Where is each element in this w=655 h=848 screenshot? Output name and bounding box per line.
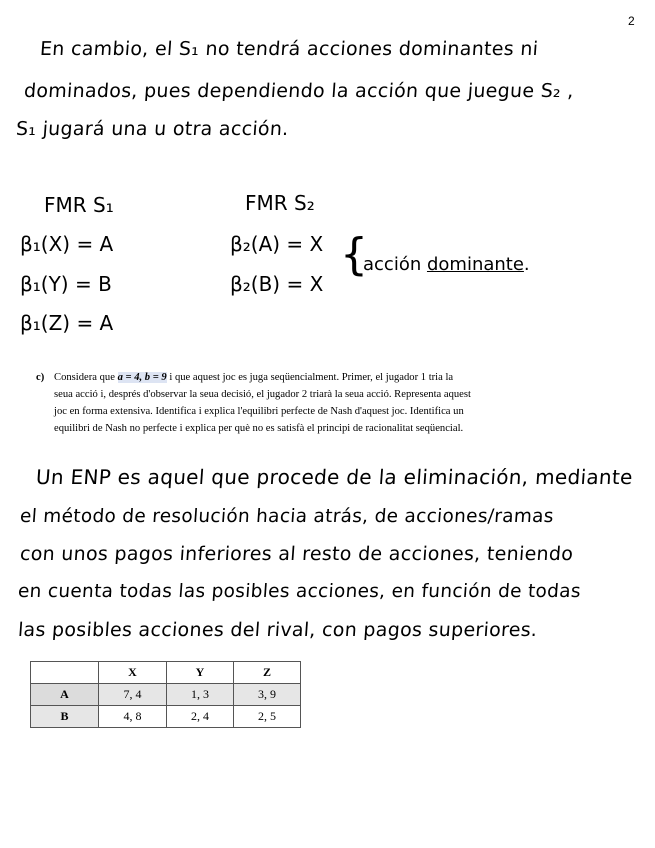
table-row xyxy=(31,706,301,728)
note-suffix: . xyxy=(523,254,530,275)
question-text: i que aquest joc es juga seqüencialment. Primer, el jugador 1 tria la xyxy=(166,372,454,383)
table-cell: 4, 8 xyxy=(99,706,167,728)
fmr-s1-line: β₁(X) = A xyxy=(20,232,114,256)
table-cell: 7, 4 xyxy=(99,684,167,706)
question-text: Considera que xyxy=(54,372,118,383)
table-row xyxy=(31,684,301,706)
fmr-s2-line: β₂(A) = X xyxy=(230,232,324,256)
question-line xyxy=(36,369,526,386)
fmr-s1-line: β₁(Z) = A xyxy=(20,311,114,335)
handwritten-line: dominados, pues dependiendo la acción que juegue S₂ , xyxy=(23,80,575,102)
question-block xyxy=(36,369,526,437)
question-line: equilibri de Nash no perfecte i explica per què no es satisfà el principi de racionalitat seqüencial. xyxy=(54,423,464,434)
handwritten-line: en cuenta todas las posibles acciones, en función de todas xyxy=(17,581,582,602)
handwritten-line: las posibles acciones del rival, con pagos superiores. xyxy=(17,619,539,641)
question-highlight: a = 4, b = 9 xyxy=(117,372,167,383)
page-number: 2 xyxy=(628,14,635,28)
table-header: Z xyxy=(234,662,301,684)
fmr-s2-title: FMR S₂ xyxy=(245,191,315,215)
table-cell: 3, 9 xyxy=(234,684,301,706)
fmr-s1-title: FMR S₁ xyxy=(44,193,114,217)
dominant-action-note xyxy=(363,254,530,275)
fmr-s1-line: β₁(Y) = B xyxy=(20,272,112,296)
table-cell: 2, 5 xyxy=(234,706,301,728)
handwritten-line: S₁ jugará una u otra acción. xyxy=(15,118,290,140)
handwritten-line: En cambio, el S₁ no tendrá acciones dominantes ni xyxy=(39,38,540,60)
curly-brace: { xyxy=(340,229,368,280)
handwritten-line: el método de resolución hacia atrás, de acciones/ramas xyxy=(19,506,555,527)
table-cell: 2, 4 xyxy=(167,706,234,728)
table-header: X xyxy=(99,662,167,684)
row-header: B xyxy=(31,706,99,728)
payoff-table xyxy=(30,661,301,728)
row-header: A xyxy=(31,684,99,706)
note-prefix: acción xyxy=(363,254,427,275)
table-cell: 1, 3 xyxy=(167,684,234,706)
table-header-corner xyxy=(31,662,99,684)
fmr-s2-line: β₂(B) = X xyxy=(230,272,324,296)
question-label: c) xyxy=(36,372,45,383)
note-underlined: dominante xyxy=(426,254,524,275)
question-line: seua acció i, després d'observar la seua decisió, el jugador 2 triarà la seua acció. Representa aquest xyxy=(54,389,471,400)
question-line: joc en forma extensiva. Identifica i explica l'equilibri perfecte de Nash d'aquest joc. Identifica un xyxy=(54,406,464,417)
handwritten-line: con unos pagos inferiores al resto de acciones, teniendo xyxy=(19,543,575,565)
table-header: Y xyxy=(167,662,234,684)
handwritten-line: Un ENP es aquel que procede de la eliminación, mediante xyxy=(35,465,634,489)
